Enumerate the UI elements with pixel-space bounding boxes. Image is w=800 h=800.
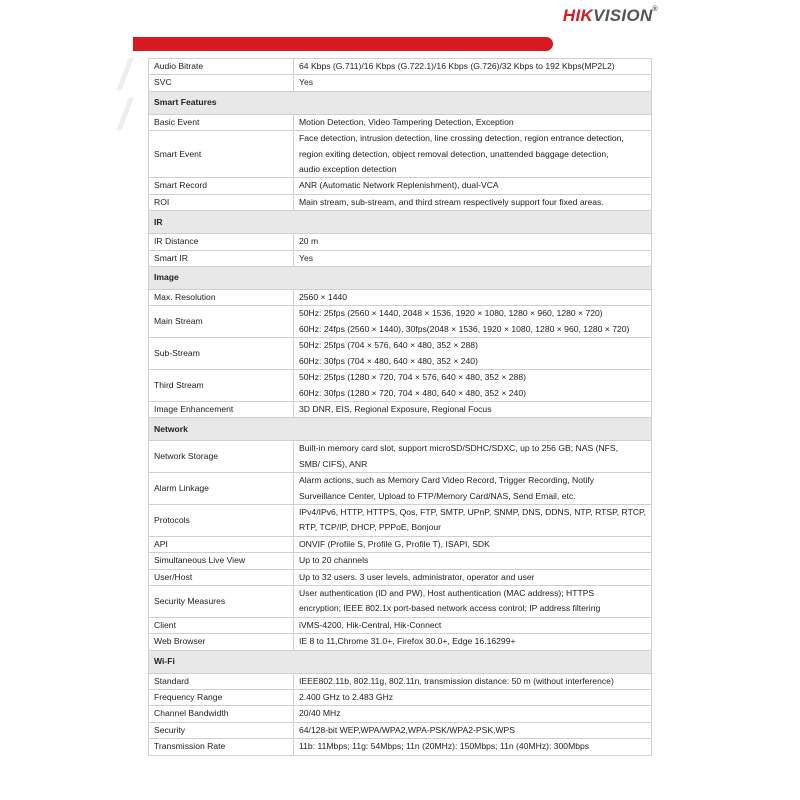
spec-value-line: Up to 20 channels [299, 555, 369, 566]
spec-value-line: 2560 × 1440 [299, 292, 348, 303]
spec-label: User/Host [149, 569, 294, 585]
spec-value [294, 553, 652, 569]
spec-label: Smart Event [149, 131, 294, 178]
spec-label: Client [149, 617, 294, 633]
spec-label: Alarm Linkage [149, 473, 294, 505]
spec-value-line: Motion Detection, Video Tampering Detection, Exception [299, 116, 514, 127]
spec-label: Third Stream [149, 370, 294, 402]
spec-row [149, 617, 652, 633]
section-title: Wi-Fi [149, 650, 652, 673]
section-header-row [149, 211, 652, 234]
spec-value [294, 473, 652, 505]
spec-value-line: ANR (Automatic Network Replenishment), dual-VCA [299, 180, 499, 191]
spec-row [149, 473, 652, 505]
spec-value [294, 338, 652, 370]
spec-value-line: Main stream, sub-stream, and third stream respectively support four fixed areas. [299, 196, 604, 207]
background-watermark-shape: / / [118, 50, 131, 139]
spec-value-line: RTP, TCP/IP, DHCP, PPPoE, Bonjour [299, 522, 442, 533]
spec-value-line: 64 Kbps (G.711)/16 Kbps (G.722.1)/16 Kbps (G.726)/32 Kbps to 192 Kbps(MP2L2) [299, 61, 615, 71]
spec-row [149, 706, 652, 722]
spec-value-line: IPv4/IPv6, HTTP, HTTPS, Qos, FTP, SMTP, UPnP, SNMP, DNS, DDNS, NTP, RTSP, RTCP, [299, 506, 647, 517]
section-title: Image [149, 267, 652, 290]
spec-value [294, 441, 652, 473]
spec-row [149, 569, 652, 585]
section-header-row [149, 650, 652, 673]
logo-text-red: HIK [562, 6, 594, 25]
spec-row [149, 673, 652, 689]
spec-value-line: User authentication (ID and PW), Host authentication (MAC address); HTTPS [299, 587, 595, 598]
spec-label: Main Stream [149, 306, 294, 338]
section-title: Smart Features [149, 91, 652, 114]
spec-label: Security [149, 722, 294, 738]
spec-value-line: 60Hz: 30fps (704 × 480, 640 × 480, 352 × 240) [299, 355, 478, 366]
spec-label: SVC [149, 75, 294, 91]
spec-label: Network Storage [149, 441, 294, 473]
spec-value-line: Up to 32 users. 3 user levels, administrator, operator and user [299, 571, 535, 582]
spec-row [149, 585, 652, 617]
spec-label: Smart Record [149, 178, 294, 194]
section-title: Network [149, 418, 652, 441]
spec-label: Basic Event [149, 114, 294, 130]
spec-value [294, 536, 652, 552]
spec-value-line: 64/128-bit WEP,WPA/WPA2,WPA-PSK/WPA2-PSK,WPS [299, 724, 516, 735]
spec-value [294, 585, 652, 617]
spec-row [149, 722, 652, 738]
spec-label: API [149, 536, 294, 552]
spec-value [294, 690, 652, 706]
spec-row [149, 739, 652, 755]
spec-row [149, 634, 652, 650]
spec-value [294, 504, 652, 536]
section-title: IR [149, 211, 652, 234]
spec-value [294, 306, 652, 338]
spec-row [149, 250, 652, 266]
spec-value-line: encryption; IEEE 802.1x port-based network access control; IP address filtering [299, 603, 601, 614]
spec-value-line: region exiting detection, object removal detection, unattended baggage detection, [299, 148, 609, 159]
spec-value [294, 114, 652, 130]
spec-row [149, 59, 652, 75]
spec-value-line: SMB/ CIFS), ANR [299, 458, 368, 469]
spec-label: Frequency Range [149, 690, 294, 706]
spec-value [294, 178, 652, 194]
spec-label: Transmission Rate [149, 739, 294, 755]
logo-text-gray: VISION [593, 6, 653, 25]
spec-value-line: Yes [299, 252, 314, 263]
spec-value [294, 75, 652, 91]
spec-row [149, 194, 652, 210]
spec-value-line: IEEE802.11b, 802.11g, 802.11n, transmission distance: 50 m (without interference) [299, 675, 614, 686]
spec-label: Max. Resolution [149, 290, 294, 306]
spec-value-line: 11b: 11Mbps; 11g: 54Mbps; 11n (20MHz): 150Mbps; 11n (40MHz): 300Mbps [299, 741, 590, 752]
spec-value [294, 706, 652, 722]
spec-value [294, 722, 652, 738]
spec-value-line: 20 m [299, 236, 319, 247]
spec-value-line: Built-in memory card slot, support microSD/SDHC/SDXC, up to 256 GB; NAS (NFS, [299, 443, 619, 454]
specification-table [148, 58, 652, 756]
spec-value-line: Alarm actions, such as Memory Card Video Record, Trigger Recording, Notify [299, 475, 595, 486]
spec-value [294, 194, 652, 210]
spec-value [294, 673, 652, 689]
spec-value-line: 50Hz: 25fps (704 × 576, 640 × 480, 352 × 288) [299, 340, 478, 351]
header-red-bar [133, 37, 553, 51]
spec-value-line: 60Hz: 24fps (2560 × 1440), 30fps(2048 × 1536, 1920 × 1080, 1280 × 960, 1280 × 720) [299, 323, 630, 334]
spec-value [294, 617, 652, 633]
spec-value [294, 234, 652, 250]
spec-value-line: 50Hz: 25fps (1280 × 720, 704 × 576, 640 × 480, 352 × 288) [299, 372, 526, 383]
section-header-row [149, 91, 652, 114]
spec-value-line: 20/40 MHz [299, 708, 341, 719]
spec-value-line: 60Hz: 30fps (1280 × 720, 704 × 480, 640 × 480, 352 × 240) [299, 387, 526, 398]
spec-label: Channel Bandwidth [149, 706, 294, 722]
spec-label: IR Distance [149, 234, 294, 250]
spec-value [294, 290, 652, 306]
spec-value-line: Surveillance Center, Upload to FTP/Memory Card/NAS, Send Email, etc. [299, 490, 576, 501]
spec-value [294, 634, 652, 650]
spec-value-line: 50Hz: 25fps (2560 × 1440, 2048 × 1536, 1920 × 1080, 1280 × 960, 1280 × 720) [299, 308, 603, 319]
spec-label: Standard [149, 673, 294, 689]
spec-label: Image Enhancement [149, 401, 294, 417]
spec-value-line: ONVIF (Profile S, Profile G, Profile T), ISAPI, SDK [299, 538, 490, 549]
specification-table-body [149, 59, 652, 756]
spec-value-line: 2.400 GHz to 2.483 GHz [299, 692, 394, 702]
spec-label: ROI [149, 194, 294, 210]
section-header-row [149, 267, 652, 290]
spec-row [149, 553, 652, 569]
spec-row [149, 441, 652, 473]
spec-value [294, 131, 652, 178]
spec-label: Audio Bitrate [149, 59, 294, 75]
spec-value-line: Yes [299, 77, 314, 88]
spec-label: Simultaneous Live View [149, 553, 294, 569]
spec-value-line: audio exception detection [299, 164, 397, 175]
spec-value [294, 401, 652, 417]
spec-label: Sub-Stream [149, 338, 294, 370]
registered-mark: ® [652, 6, 658, 13]
spec-row [149, 290, 652, 306]
spec-row [149, 401, 652, 417]
spec-value [294, 569, 652, 585]
spec-value [294, 739, 652, 755]
spec-value [294, 59, 652, 75]
spec-row [149, 75, 652, 91]
spec-row [149, 536, 652, 552]
spec-row [149, 234, 652, 250]
spec-value-line: iVMS-4200, Hik-Central, Hik-Connect [299, 619, 442, 630]
spec-row [149, 370, 652, 402]
spec-label: Security Measures [149, 585, 294, 617]
spec-value-line: 3D DNR, EIS, Regional Exposure, Regional Focus [299, 403, 492, 414]
spec-row [149, 504, 652, 536]
spec-value-line: Face detection, intrusion detection, line crossing detection, region entrance detection, [299, 133, 624, 144]
spec-row [149, 690, 652, 706]
spec-value [294, 250, 652, 266]
spec-row [149, 338, 652, 370]
spec-row [149, 114, 652, 130]
spec-label: Protocols [149, 504, 294, 536]
spec-row [149, 131, 652, 178]
spec-label: Smart IR [149, 250, 294, 266]
spec-label: Web Browser [149, 634, 294, 650]
hikvision-logo [563, 6, 658, 26]
spec-value [294, 370, 652, 402]
spec-row [149, 178, 652, 194]
section-header-row [149, 418, 652, 441]
spec-value-line: IE 8 to 11,Chrome 31.0+, Firefox 30.0+, Edge 16.16299+ [299, 636, 516, 647]
spec-row [149, 306, 652, 338]
